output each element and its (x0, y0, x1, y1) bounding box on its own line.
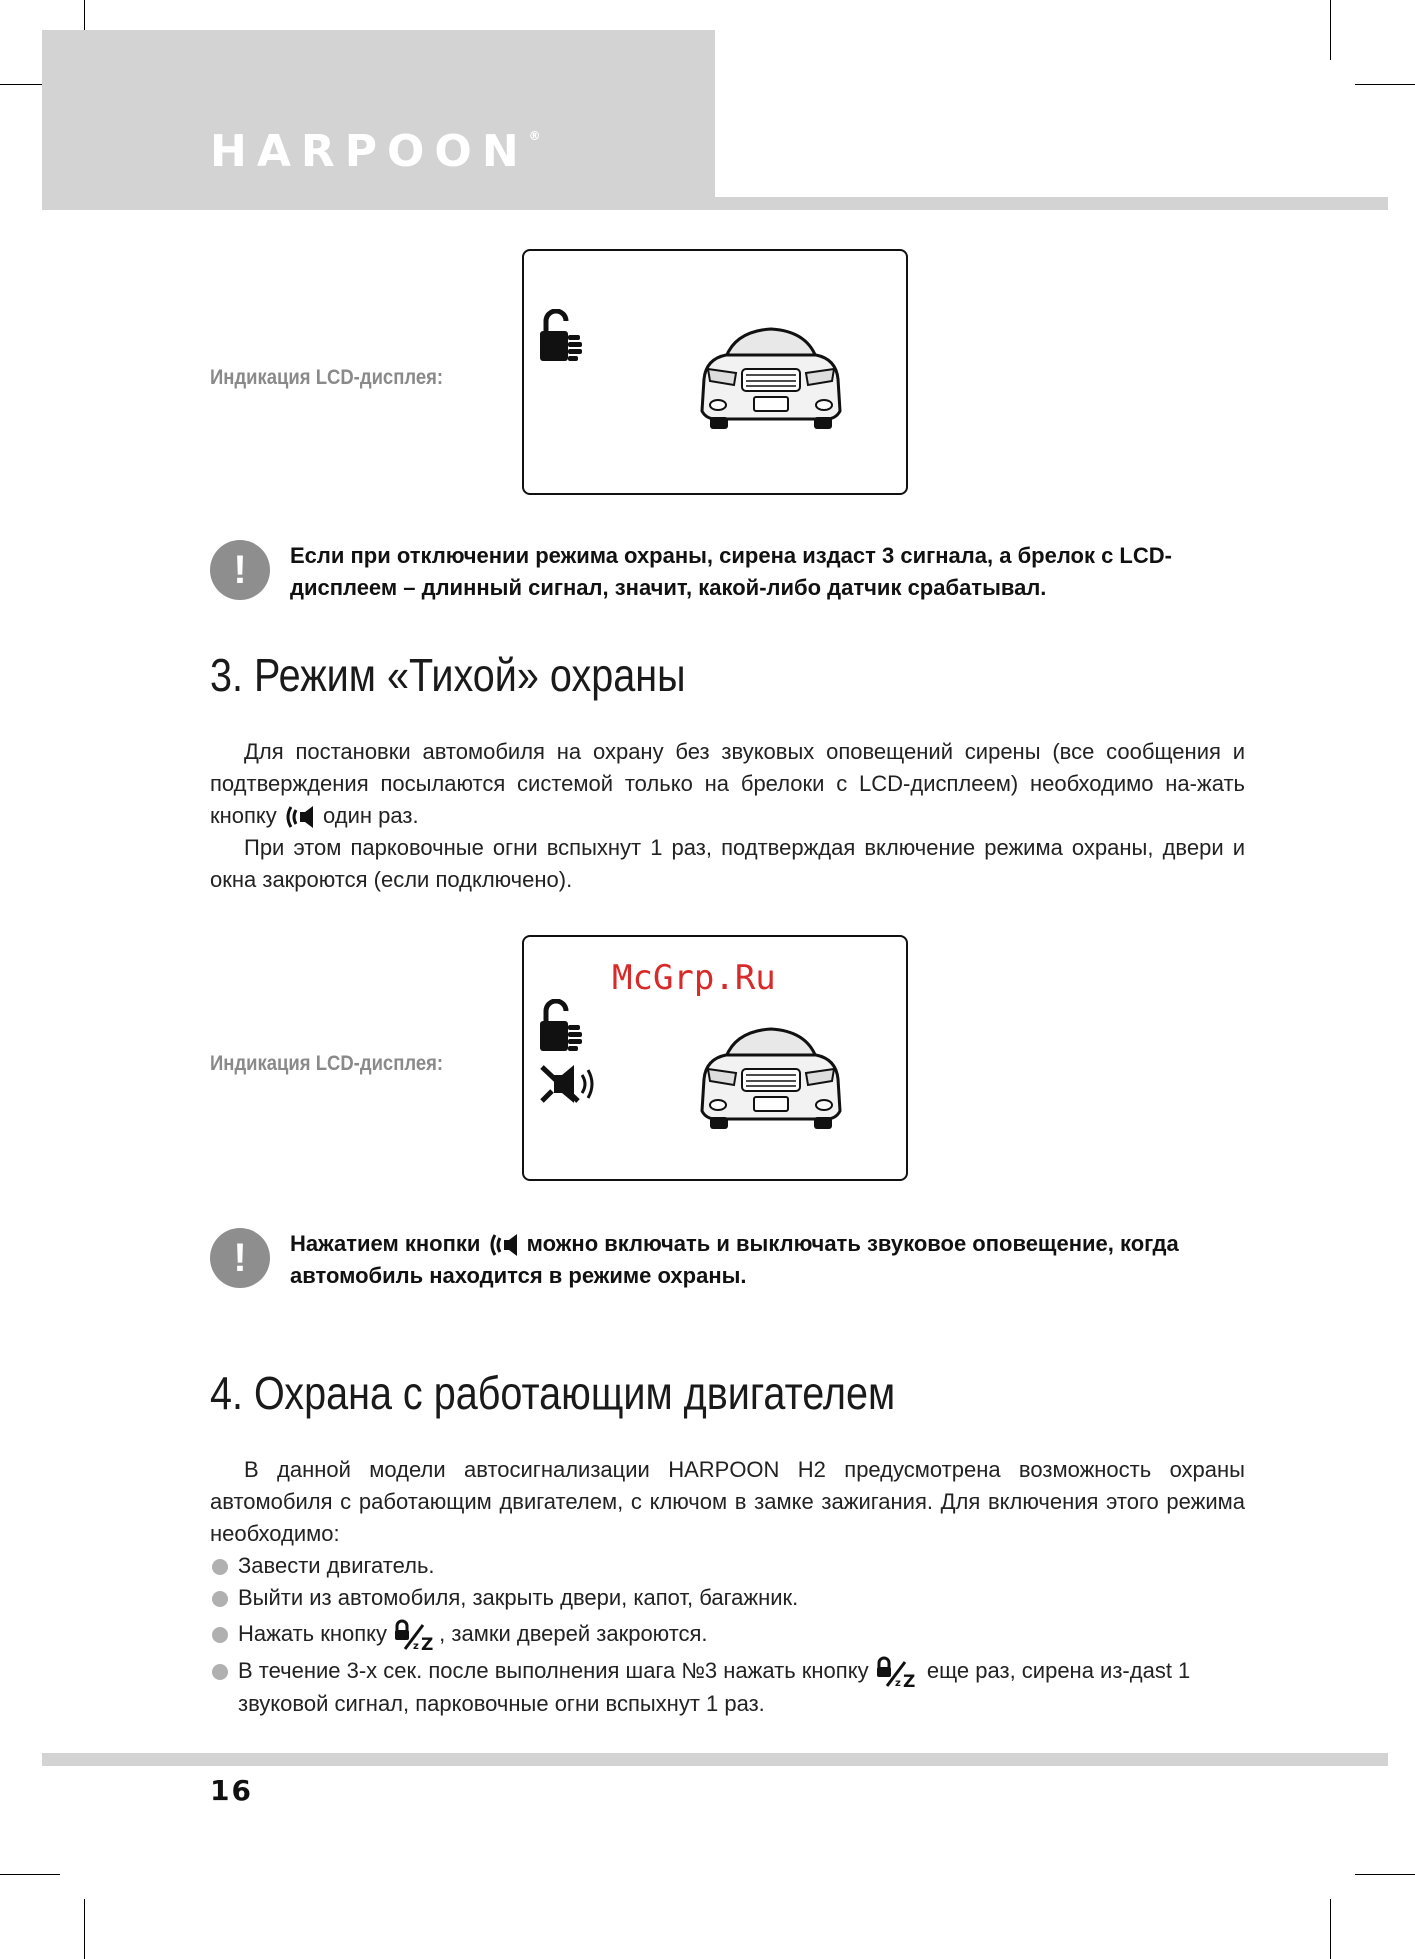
crop-mark (84, 1899, 85, 1959)
bullet-dot (212, 1627, 228, 1643)
svg-text:z: z (413, 1641, 419, 1652)
crop-mark (1355, 1874, 1415, 1875)
silent-button-icon (283, 804, 317, 830)
paragraph-text: Для постановки автомобиля на охрану без звуковых оповещений сирены (все сообщения и подтверждения посылаются системой только на брелоки с LCD-дисплеем) необходимо на-жать кнопку (210, 739, 1245, 828)
warning-icon: ! (210, 1228, 270, 1288)
section-body (210, 736, 1245, 896)
logo-text: HARPOON (210, 126, 529, 177)
header-banner (42, 30, 715, 210)
svg-text:Z: Z (421, 1635, 434, 1652)
lcd-display (522, 249, 908, 495)
list-item (210, 1618, 1250, 1651)
list-item-text: , замки дверей закроются. (439, 1621, 708, 1646)
bullet-dot (212, 1591, 228, 1607)
list-item (210, 1655, 1250, 1720)
crop-mark (1355, 84, 1415, 85)
bullet-dot (212, 1664, 228, 1680)
section-heading: 3. Режим «Тихой» охраны (210, 649, 686, 701)
list-item-text: Нажать кнопку (238, 1621, 388, 1646)
list-item-text: Выйти из автомобиля, закрыть двери, капот, багажник. (238, 1585, 799, 1610)
section-heading: 4. Охрана с работающим двигателем (210, 1367, 896, 1419)
list-item (210, 1582, 1250, 1614)
note-text: можно включать и выключать звуковое оповещение, когда автомобиль находится в режиме охраны. (290, 1231, 1179, 1288)
footer-rule (42, 1753, 1388, 1766)
svg-text:Z: Z (902, 1672, 916, 1689)
lock-zz-button-icon (393, 1619, 439, 1651)
watermark: McGrp.Ru (612, 958, 776, 998)
crop-mark (1330, 0, 1331, 60)
crop-mark (0, 1874, 60, 1875)
paragraph-text: один раз. (323, 803, 419, 828)
paragraph: В данной модели автосигнализации HARPOON H2 предусмотрена возможность охраны автомобиля с работающим двигателем, с ключом в замке зажигания. Для включения этого режима необходимо: (210, 1457, 1245, 1546)
unlock-icon (538, 309, 588, 365)
section-body (210, 1454, 1245, 1550)
brand-logo (210, 126, 541, 177)
list-item-text: еще раз, сирена из-дast 1 звуковой сигнал, парковочные огни вспыхнут 1 раз. (238, 1658, 1191, 1717)
svg-text:z: z (894, 1678, 901, 1689)
crop-mark (1330, 1899, 1331, 1959)
lcd-label: Индикация LCD-дисплея: (210, 1052, 444, 1075)
header-rule (42, 197, 1388, 210)
warning-note: Если при отключении режима охраны, сирена издаст 3 сигнала, а брелок с LCD-дисплеем – длинный сигнал, значит, какой-либо датчик срабатывал. (290, 543, 1172, 600)
note-text: Нажатием кнопки (290, 1231, 481, 1256)
bullet-dot (212, 1559, 228, 1575)
bullet-list (210, 1550, 1250, 1720)
silent-button-icon (487, 1232, 521, 1258)
car-icon (696, 1019, 846, 1133)
car-icon (696, 319, 846, 433)
registered-mark: ® (528, 129, 541, 143)
paragraph: При этом парковочные огни вспыхнут 1 раз, подтверждая включение режима охраны, двери и окна закроются (если подключено). (210, 835, 1245, 892)
warning-icon: ! (210, 540, 270, 600)
page-number: 16 (210, 1774, 253, 1807)
lcd-label: Индикация LCD-дисплея: (210, 366, 444, 389)
list-item-text: Завести двигатель. (238, 1553, 435, 1578)
unlock-icon (538, 999, 588, 1055)
warning-note (290, 1228, 1250, 1292)
lock-zz-button-icon (875, 1656, 921, 1688)
list-item (210, 1550, 1250, 1582)
siren-off-icon (538, 1061, 602, 1107)
paragraph (210, 736, 1245, 832)
list-item-text: В течение 3-х сек. после выполнения шага №3 нажать кнопку (238, 1658, 869, 1684)
